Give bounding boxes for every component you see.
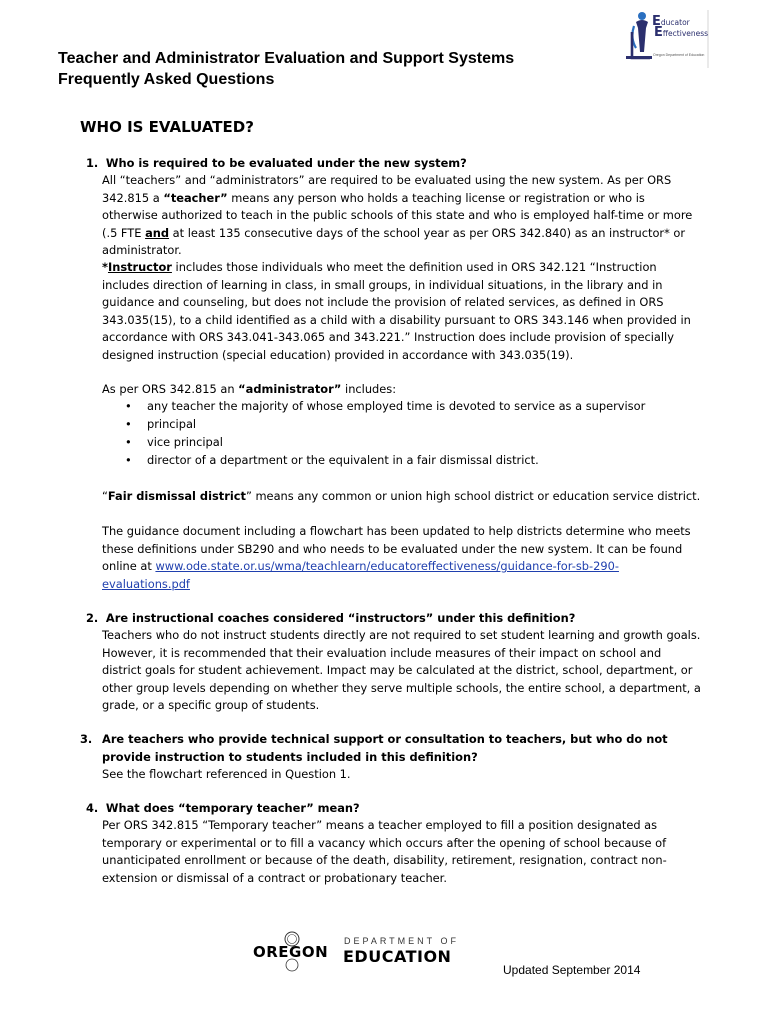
bullet-icon: •	[125, 399, 132, 413]
and-emphasis: and	[145, 225, 170, 240]
question-3-body: See the flowchart referenced in Question 1.	[102, 767, 351, 781]
question-1-paragraph-5	[102, 523, 702, 593]
logo-letter-e2: E	[654, 25, 663, 40]
question-1-heading	[86, 155, 467, 173]
education-label: EDUCATION	[343, 947, 452, 966]
question-1-paragraph-2	[102, 259, 702, 364]
question-3-heading	[80, 731, 680, 784]
instructor-term: Instructor	[107, 260, 172, 274]
q1-p1-text-a: All “teachers” and “administrators” are required to be evaluated using the new system. As per ORS 342.815 a	[102, 173, 672, 205]
bullet-icon: •	[125, 453, 132, 467]
question-1-paragraph-4	[102, 488, 702, 506]
question-2-heading	[86, 610, 575, 628]
teacher-term: “teacher”	[163, 190, 228, 205]
q1-p2-text: includes those individuals who meet the definition used in ORS 342.121 “Instruction includes direction of learning in class, in small groups, in individual situations, in the library and in guidance and counseling, but does not include the provision of related services, as defined in ORS 343.035(15), to a child identified as a child with a disability pursuant to ORS 343.146 when provided in accordance with ORS 343.041-343.065 and 343.221.” Instruction does include provision of specially designed instruction (special education) provided in accordance with 343.035(19).	[102, 260, 691, 362]
logo-letter-e1: E	[652, 14, 661, 29]
question-4-heading	[86, 800, 360, 818]
q1-p1-text-b: means any person who holds a teaching license or registration or who is otherwise authorized to teach in the public schools of this state and who is employed half-time or more (.5 FTE	[102, 190, 693, 240]
question-2-number: 2.	[86, 611, 99, 625]
question-2-body: Teachers who do not instruct students directly are not required to set student learning and growth goals. However, it is recommended that their evaluation include measures of their impact on school and district goals for student achievement. Impact may be calculated at the district, school, department, or other group levels depending on whether they serve multiple schools, the entire school, a department, a grade, or a specific group of students.	[102, 628, 701, 712]
logo-wordmark	[652, 14, 709, 40]
section-heading: WHO IS EVALUATED?	[80, 118, 254, 136]
logo-word-educator: ducator	[660, 18, 690, 27]
fair-dismissal-term: Fair dismissal district	[107, 489, 246, 503]
q1-p5-text: The guidance document including a flowchart has been updated to help districts determine who meets these definitions under SB290 and who needs to be evaluated under the new system. It can be found online at	[102, 524, 691, 573]
list-item-text: vice principal	[147, 435, 223, 449]
question-1-number: 1.	[86, 156, 99, 170]
question-4-body: Per ORS 342.815 “Temporary teacher” means a teacher employed to fill a position designated as temporary or experimental or to fill a vacancy which occurs after the opening of school because of unanticipated enrollment or because of the death, disability, retirement, resignation, contract non-extension or dismissal of a contract or probationary teacher.	[102, 818, 667, 885]
administrator-term: “administrator”	[238, 382, 342, 396]
question-3-title: Are teachers who provide technical support or consultation to teachers, but who do not provide instruction to students included in this definition?	[102, 732, 668, 764]
updated-date: Updated September 2014	[503, 963, 641, 977]
q1-p4-open-quote: “	[102, 489, 108, 503]
logo-subtitle: Oregon Department of Education	[653, 53, 705, 57]
bullet-icon: •	[125, 417, 132, 431]
q1-p1-text-c: at least 135 consecutive days of the school year as per ORS 342.840) as an instructor* or administrator.	[102, 225, 686, 257]
oregon-wordmark: OREGON	[253, 943, 329, 961]
question-1-paragraph-1	[102, 172, 702, 260]
question-4-number: 4.	[86, 801, 99, 815]
q1-p4-text: ” means any common or union high school district or education service district.	[245, 489, 701, 503]
logo-word-effectiveness: ffectiveness	[662, 29, 709, 38]
question-1-paragraph-3	[102, 381, 702, 399]
bullet-icon: •	[125, 435, 132, 449]
asterisk: *	[102, 260, 108, 274]
list-item-text: principal	[147, 417, 197, 431]
question-1-title: Who is required to be evaluated under the new system?	[105, 156, 467, 170]
list-item-text: any teacher the majority of whose employed time is devoted to service as a supervisor	[147, 399, 646, 413]
question-3-number: 3.	[80, 732, 93, 746]
document-title	[58, 48, 514, 90]
list-item-text: director of a department or the equivalent in a fair dismissal district.	[147, 453, 539, 467]
department-of-label: DEPARTMENT OF	[344, 936, 460, 946]
question-4-title: What does “temporary teacher” mean?	[105, 801, 360, 815]
title-line-1: Teacher and Administrator Evaluation and Support Systems	[58, 50, 515, 67]
q1-p3-text-a: As per ORS 342.815 an	[102, 382, 239, 396]
q1-p3-text-b: includes:	[341, 382, 397, 396]
guidance-document-link[interactable]: www.ode.state.or.us/wma/teachlearn/educatoreffectiveness/guidance-for-sb-290-evaluations.pdf	[102, 559, 619, 591]
title-line-2: Frequently Asked Questions	[58, 71, 275, 88]
question-2-title: Are instructional coaches considered “instructors” under this definition?	[105, 611, 576, 625]
